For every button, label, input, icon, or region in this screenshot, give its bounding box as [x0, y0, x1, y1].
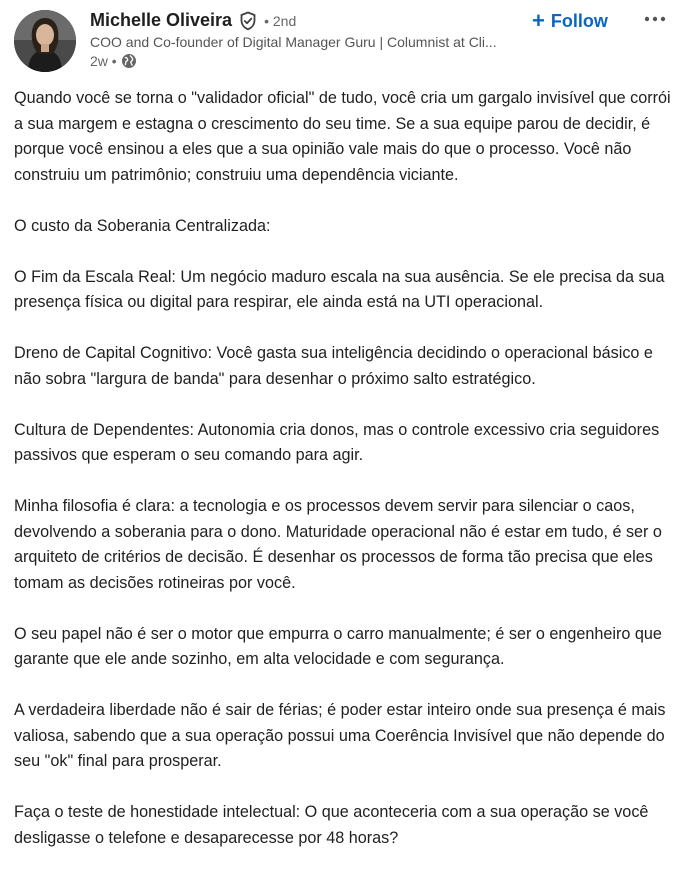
globe-icon — [121, 53, 137, 69]
name-row — [90, 10, 296, 31]
post-paragraph: O custo da Soberania Centralizada: — [14, 216, 271, 235]
post-meta — [90, 53, 137, 69]
author-headline: COO and Co-founder of Digital Manager Guru | Columnist at Cli... — [90, 34, 497, 50]
avatar-photo — [14, 10, 76, 72]
verified-shield-icon — [238, 11, 258, 31]
post-paragraph: Cultura de Dependentes: Autonomia cria donos, mas o controle excessivo cria seguidores passivos que esperam o seu comando para agir. — [14, 420, 660, 464]
more-options-button[interactable] — [640, 6, 670, 32]
post-time: 2w • — [90, 53, 117, 69]
post-header — [0, 0, 684, 80]
post-paragraph: O seu papel não é ser o motor que empurra o carro manualmente; é ser o engenheiro que garante que ele ande sozinho, em alta velocidade e com segurança. — [14, 624, 662, 668]
author-name[interactable]: Michelle Oliveira — [90, 10, 233, 30]
more-options-icon — [644, 16, 666, 22]
plus-icon: + — [532, 8, 545, 33]
post-paragraph: Minha filosofia é clara: a tecnologia e os processos devem servir para silenciar o caos, devolvendo a soberania para o dono. Maturidade operacional não é estar em tudo, é ser o arquiteto de critérios de decisão. É desenhar os processos de forma tão precisa que eles tomam as decisões rotineiras por você. — [14, 497, 662, 592]
post-body — [14, 86, 674, 877]
follow-button[interactable] — [532, 6, 608, 36]
post-paragraph: A verdadeira liberdade não é sair de férias; é poder estar inteiro onde sua presença é mais valiosa, sabendo que a sua operação possui uma Coerência Invisível que não depende do seu "ok" final para prosperar. — [14, 701, 666, 770]
post-paragraph: Dreno de Capital Cognitivo: Você gasta sua inteligência decidindo o operacional básico e não sobra "largura de banda" para desenhar o próximo salto estratégico. — [14, 344, 653, 388]
connection-degree: • 2nd — [264, 12, 297, 29]
post-paragraph: Faça o teste de honestidade intelectual: O que aconteceria com a sua operação se você desligasse o telefone e desaparecesse por 48 horas? — [14, 803, 649, 847]
post-paragraph: Quando você se torna o "validador oficial" de tudo, você cria um gargalo invisível que corrói a sua margem e estagna o crescimento do seu time. Se a sua equipe parou de decidir, é porque você ensinou a eles que a sua opinião vale mais do que o processo. Você não construiu um patrimônio; construiu uma dependência viciante. — [14, 89, 671, 184]
follow-label: Follow — [550, 10, 608, 31]
post-paragraph: O Fim da Escala Real: Um negócio maduro escala na sua ausência. Se ele precisa da sua presença física ou digital para respirar, ele ainda está na UTI operacional. — [14, 267, 665, 311]
avatar[interactable] — [14, 10, 76, 72]
